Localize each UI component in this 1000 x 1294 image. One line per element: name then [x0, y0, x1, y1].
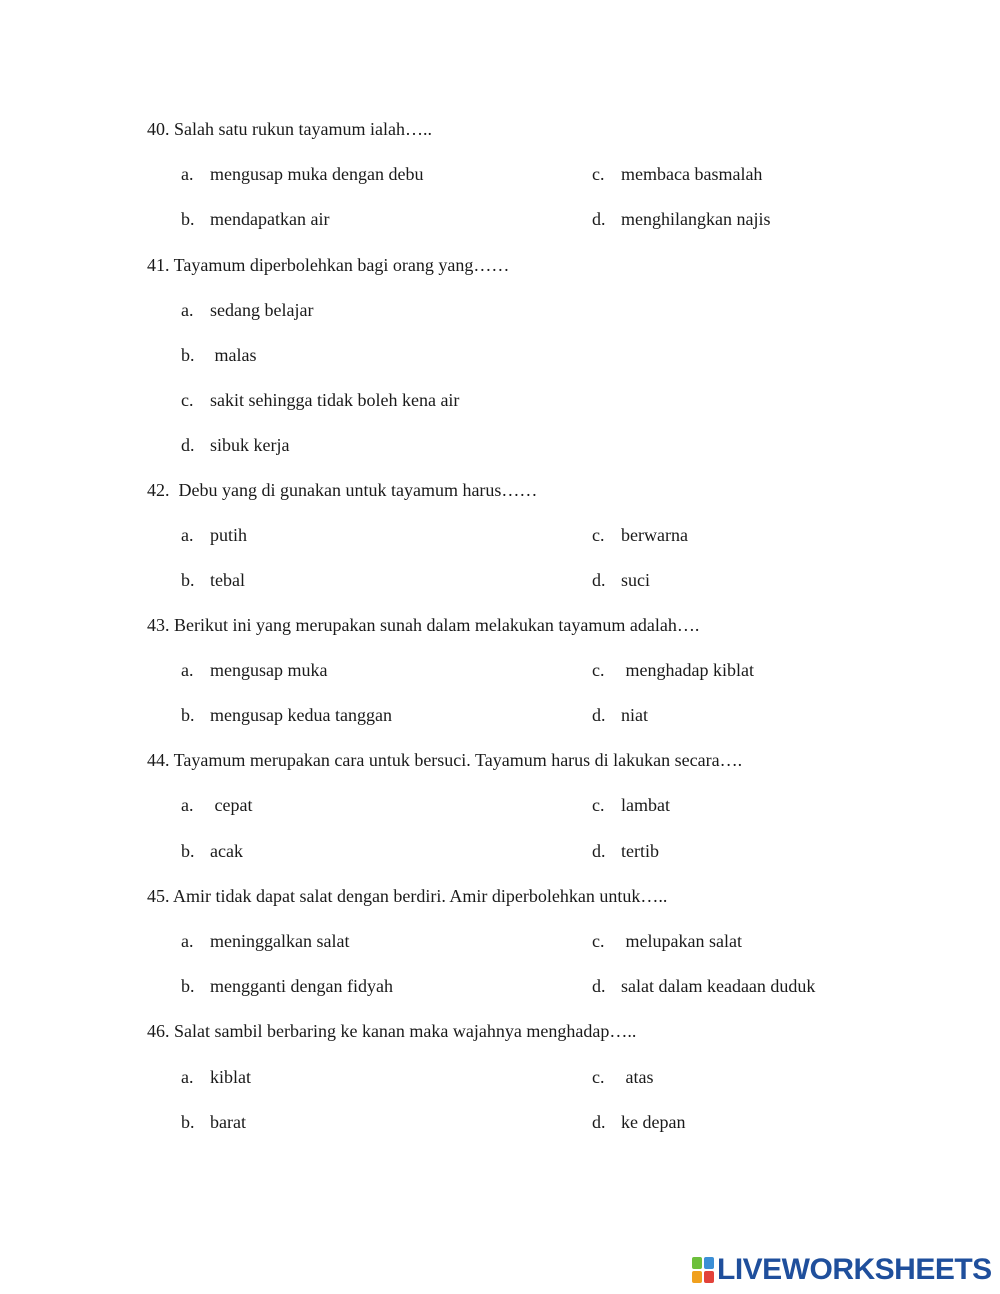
option-letter: c. [592, 164, 605, 184]
question-41-option-c[interactable] [181, 389, 459, 411]
option-letter: b. [181, 1112, 195, 1132]
question-45: 45. Amir tidak dapat salat dengan berdiri. Amir diperbolehkan untuk….. [147, 886, 668, 906]
option-text: cepat [210, 795, 253, 815]
question-41-option-d[interactable] [181, 434, 289, 456]
question-41: 41. Tayamum diperbolehkan bagi orang yang…… [147, 255, 510, 275]
option-letter: b. [181, 345, 195, 365]
option-text: membaca basmalah [621, 164, 763, 184]
logo-text: LIVEWORKSHEETS [717, 1253, 992, 1286]
question-41-option-a[interactable] [181, 299, 313, 321]
option-letter: b. [181, 570, 195, 590]
option-text: ke depan [621, 1112, 686, 1132]
option-text: kiblat [210, 1067, 251, 1087]
option-text: mengusap muka dengan debu [210, 164, 424, 184]
option-letter: d. [592, 1112, 606, 1132]
question-44-option-c[interactable] [592, 794, 670, 816]
option-letter: b. [181, 705, 195, 725]
option-letter: a. [181, 931, 194, 951]
question-44-option-d[interactable] [592, 840, 659, 862]
option-text: mendapatkan air [210, 209, 330, 229]
option-text: melupakan salat [621, 931, 742, 951]
question-42-option-d[interactable] [592, 569, 650, 591]
question-40-option-b[interactable] [181, 208, 329, 230]
question-45-option-c[interactable] [592, 930, 742, 952]
question-44-option-b[interactable] [181, 840, 243, 862]
option-text: barat [210, 1112, 246, 1132]
option-letter: c. [592, 660, 605, 680]
option-letter: d. [181, 435, 195, 455]
question-46-option-a[interactable] [181, 1066, 251, 1088]
option-letter: a. [181, 660, 194, 680]
option-text: lambat [621, 795, 670, 815]
question-46-option-d[interactable] [592, 1111, 685, 1133]
option-text: mengusap muka [210, 660, 328, 680]
question-42-option-b[interactable] [181, 569, 245, 591]
option-text: mengusap kedua tanggan [210, 705, 392, 725]
question-41-option-b[interactable] [181, 344, 257, 366]
question-43-option-a[interactable] [181, 659, 327, 681]
logo-mark-tile [704, 1271, 714, 1283]
question-45-option-a[interactable] [181, 930, 349, 952]
option-letter: a. [181, 525, 194, 545]
question-40: 40. Salah satu rukun tayamum ialah….. [147, 119, 432, 139]
option-letter: a. [181, 164, 194, 184]
question-45-option-d[interactable] [592, 975, 815, 997]
question-46: 46. Salat sambil berbaring ke kanan maka wajahnya menghadap….. [147, 1021, 637, 1041]
question-46-option-c[interactable] [592, 1066, 653, 1088]
question-43-option-c[interactable] [592, 659, 754, 681]
option-text: salat dalam keadaan duduk [621, 976, 816, 996]
liveworksheets-logo[interactable] [692, 1254, 992, 1286]
option-letter: d. [592, 841, 606, 861]
option-text: meninggalkan salat [210, 931, 350, 951]
question-44-option-a[interactable] [181, 794, 252, 816]
option-letter: a. [181, 300, 194, 320]
option-letter: d. [592, 705, 606, 725]
option-text: sedang belajar [210, 300, 314, 320]
liveworksheets-logo-icon [692, 1257, 714, 1283]
logo-mark-tile [704, 1257, 714, 1269]
option-letter: d. [592, 570, 606, 590]
logo-mark-tile [692, 1257, 702, 1269]
option-letter: d. [592, 976, 606, 996]
option-text: niat [621, 705, 648, 725]
option-letter: b. [181, 209, 195, 229]
question-42-option-c[interactable] [592, 524, 688, 546]
question-40-option-d[interactable] [592, 208, 770, 230]
question-43-option-d[interactable] [592, 704, 648, 726]
question-42: 42. Debu yang di gunakan untuk tayamum harus…… [147, 480, 538, 500]
option-letter: b. [181, 841, 195, 861]
option-text: malas [210, 345, 257, 365]
option-text: menghadap kiblat [621, 660, 754, 680]
option-text: sibuk kerja [210, 435, 290, 455]
question-43: 43. Berikut ini yang merupakan sunah dalam melakukan tayamum adalah…. [147, 615, 700, 635]
question-40-option-c[interactable] [592, 163, 762, 185]
option-text: tebal [210, 570, 245, 590]
logo-mark-tile [692, 1271, 702, 1283]
question-46-option-b[interactable] [181, 1111, 246, 1133]
question-45-option-b[interactable] [181, 975, 393, 997]
option-text: sakit sehingga tidak boleh kena air [210, 390, 460, 410]
question-40-option-a[interactable] [181, 163, 423, 185]
option-letter: a. [181, 795, 194, 815]
option-text: atas [621, 1067, 654, 1087]
option-text: tertib [621, 841, 659, 861]
question-43-option-b[interactable] [181, 704, 392, 726]
option-text: menghilangkan najis [621, 209, 771, 229]
option-letter: b. [181, 976, 195, 996]
option-letter: c. [592, 525, 605, 545]
option-text: suci [621, 570, 650, 590]
option-text: berwarna [621, 525, 688, 545]
option-letter: c. [592, 1067, 605, 1087]
question-44: 44. Tayamum merupakan cara untuk bersuci. Tayamum harus di lakukan secara…. [147, 750, 743, 770]
option-text: acak [210, 841, 243, 861]
option-letter: c. [592, 795, 605, 815]
option-letter: a. [181, 1067, 194, 1087]
question-42-option-a[interactable] [181, 524, 247, 546]
option-letter: c. [592, 931, 605, 951]
option-text: mengganti dengan fidyah [210, 976, 393, 996]
option-text: putih [210, 525, 248, 545]
option-letter: c. [181, 390, 194, 410]
option-letter: d. [592, 209, 606, 229]
